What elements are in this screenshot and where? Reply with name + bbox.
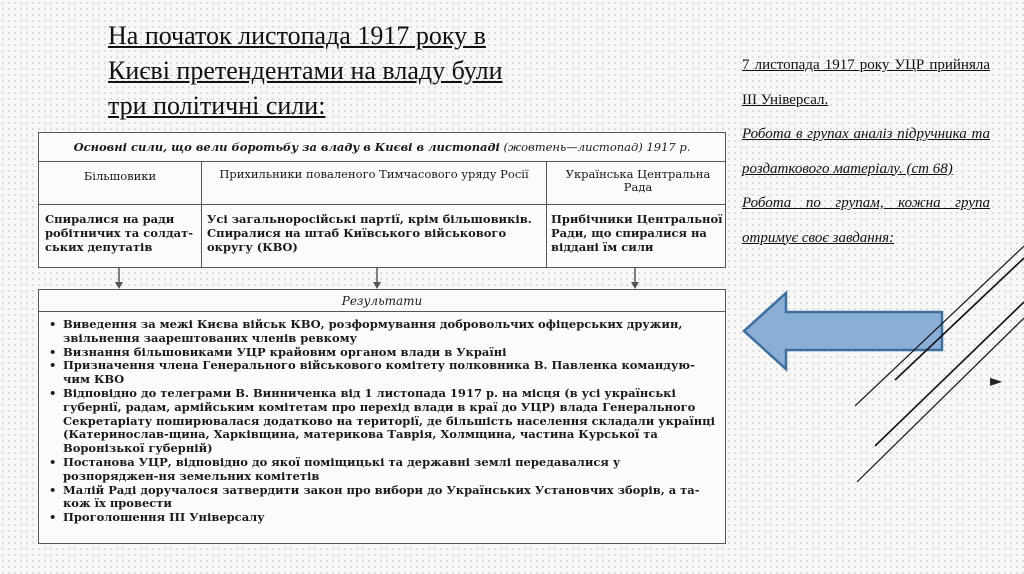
- slide-title: [108, 18, 578, 123]
- cell-bolsheviks: Спиралися на ради робітничих та солдат-ських депутатів: [45, 212, 194, 254]
- list-item: • Виведення за межі Києва військ КВО, розформування добровольчих офіцерських дружин, звільнення заарештованих членів ревкому: [47, 318, 717, 346]
- title-line-2: Києві претендентами на владу були: [108, 56, 503, 85]
- results-box: [38, 289, 726, 544]
- col-head-central-rada: Українська Центральна Рада: [565, 167, 711, 194]
- list-item: • Малій Раді доручалося затвердити закон про вибори до Українських Установчих зборів, а та-кож їх провести: [47, 484, 717, 512]
- col-head-bolsheviks: Більшовики: [83, 169, 157, 183]
- table-header-main: Основні сили, що вели боротьбу за владу в Києві в листопаді: [73, 140, 500, 154]
- note-universal: 7 листопада 1917 року УЦР прийняла ІІІ Універсал.: [742, 57, 990, 108]
- title-line-3: три політичні сили:: [108, 91, 326, 120]
- table-header-tail: (жовтень—листопад) 1917 р.: [503, 140, 691, 154]
- forces-table: [38, 162, 726, 268]
- cell-central-rada: Прибічники Центральної Ради, що спиралися на віддані їм сили: [551, 212, 723, 254]
- decorative-diagonal-lines: [855, 240, 1024, 490]
- down-arrow-icon: [630, 268, 640, 289]
- note-group-task: Робота по групам, кожна група отримує своє завдання:: [742, 195, 990, 246]
- note-group-work: Робота в групах аналіз підручника та роздаткового матеріалу. (ст 68): [742, 126, 990, 177]
- results-list: [47, 318, 717, 525]
- list-item: • Призначення члена Генерального військового комітету полковника В. Павленка командую-чим КВО: [47, 359, 717, 387]
- list-item: • Відповідно до телеграми В. Винниченка від 1 листопада 1917 р. на місця (в усі українські губернії, радам, армійським комітетам про перехід влади в краї до УЦР) влада Генерального Секретаріату поширювалася додатково на території, де більшість населення складали українці (Катеринослав-щина, Харківщина, материкова Таврія, Холмщина, частина Курської та Воронізької губерній): [47, 387, 717, 456]
- title-line-1: На початок листопада 1917 року в: [108, 21, 486, 50]
- col-head-provisional: Прихильники поваленого Тимчасового уряду Росії: [219, 167, 529, 181]
- down-arrow-icon: [372, 268, 382, 289]
- next-slide-icon[interactable]: ►: [990, 371, 1003, 390]
- textbook-figure: [38, 132, 726, 544]
- down-arrow-icon: [114, 268, 124, 289]
- list-item: • Постанова УЦР, відповідно до якої поміщицькі та державні землі передавалися у розпоряджен-ня земельних комітетів: [47, 456, 717, 484]
- results-title: Результати: [39, 290, 725, 312]
- list-item: • Визнання більшовиками УЦР крайовим органом влади в Україні: [47, 346, 717, 360]
- side-notes: [742, 48, 990, 255]
- list-item: • Проголошення ІІІ Універсалу: [47, 511, 717, 525]
- table-header: [38, 132, 726, 162]
- cell-provisional: Усі загальноросійські партії, крім більшовиків. Спиралися на штаб Київського військового округу (КВО): [207, 212, 532, 254]
